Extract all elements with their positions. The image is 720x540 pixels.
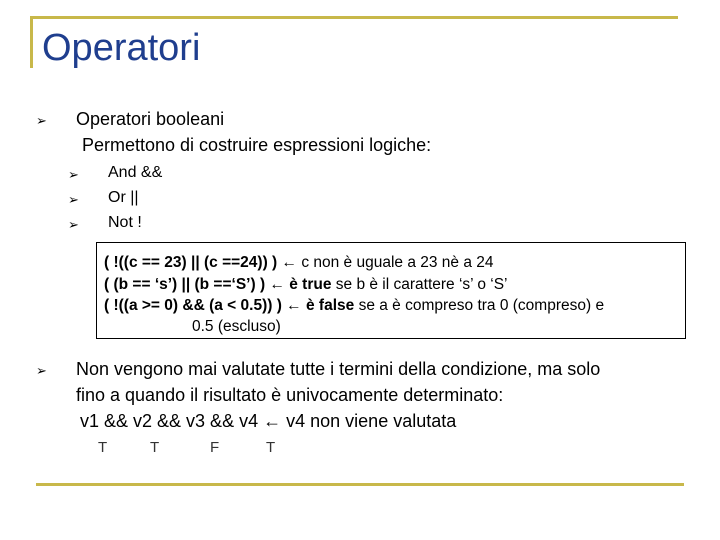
bullet-icon: ➢ bbox=[68, 167, 79, 182]
truth-value-v1: T bbox=[98, 439, 108, 456]
bullet-icon: ➢ bbox=[68, 217, 79, 232]
section2-line-1: Non vengono mai valutate tutte i termini della condizione, ma solo bbox=[76, 359, 601, 379]
left-arrow-icon: ← bbox=[269, 276, 285, 293]
section-description: Permettono di costruire espressioni logiche: bbox=[82, 135, 432, 155]
sub-item-or: Or || bbox=[108, 189, 139, 206]
code-line-2 bbox=[104, 275, 508, 294]
truth-value-v3: F bbox=[210, 439, 220, 456]
left-border-line bbox=[30, 16, 33, 68]
code-explanation: se b è il carattere ‘s’ o ‘S’ bbox=[335, 276, 508, 293]
code-line-4: 0.5 (escluso) bbox=[192, 318, 281, 335]
code-expression: ( !((c == 23) || (c ==24)) ) bbox=[104, 254, 278, 271]
section-heading: Operatori booleani bbox=[76, 109, 225, 129]
left-arrow-icon: ← bbox=[263, 411, 282, 431]
section2-line-2: fino a quando il risultato è univocamente determinato: bbox=[76, 385, 504, 405]
top-border-line bbox=[30, 16, 678, 19]
truth-value-v2: T bbox=[150, 439, 160, 456]
example-expression: v1 && v2 && v3 && v4 bbox=[80, 411, 259, 431]
bullet-icon: ➢ bbox=[68, 192, 79, 207]
bullet-icon: ➢ bbox=[36, 363, 47, 378]
slide-title: Operatori bbox=[42, 27, 201, 69]
code-expression: ( !((a >= 0) && (a < 0.5)) ) bbox=[104, 297, 282, 314]
section2-example bbox=[80, 410, 456, 432]
code-explanation: c non è uguale a 23 nè a 24 bbox=[301, 254, 494, 271]
left-arrow-icon: ← bbox=[281, 254, 298, 271]
code-result: è true bbox=[289, 276, 332, 293]
left-arrow-icon: ← bbox=[286, 297, 302, 314]
bottom-border-line bbox=[36, 483, 684, 486]
example-note: v4 non viene valutata bbox=[286, 411, 457, 431]
truth-value-v4: T bbox=[266, 439, 276, 456]
bullet-icon: ➢ bbox=[36, 113, 47, 128]
code-expression: ( (b == ‘s’) || (b ==‘S’) ) bbox=[104, 276, 266, 293]
sub-item-and: And && bbox=[108, 164, 163, 181]
code-line-3 bbox=[104, 296, 604, 315]
code-result: è false bbox=[305, 297, 355, 314]
sub-item-not: Not ! bbox=[108, 214, 142, 231]
code-line-1 bbox=[104, 253, 494, 272]
code-explanation: se a è compreso tra 0 (compreso) e bbox=[358, 297, 605, 314]
